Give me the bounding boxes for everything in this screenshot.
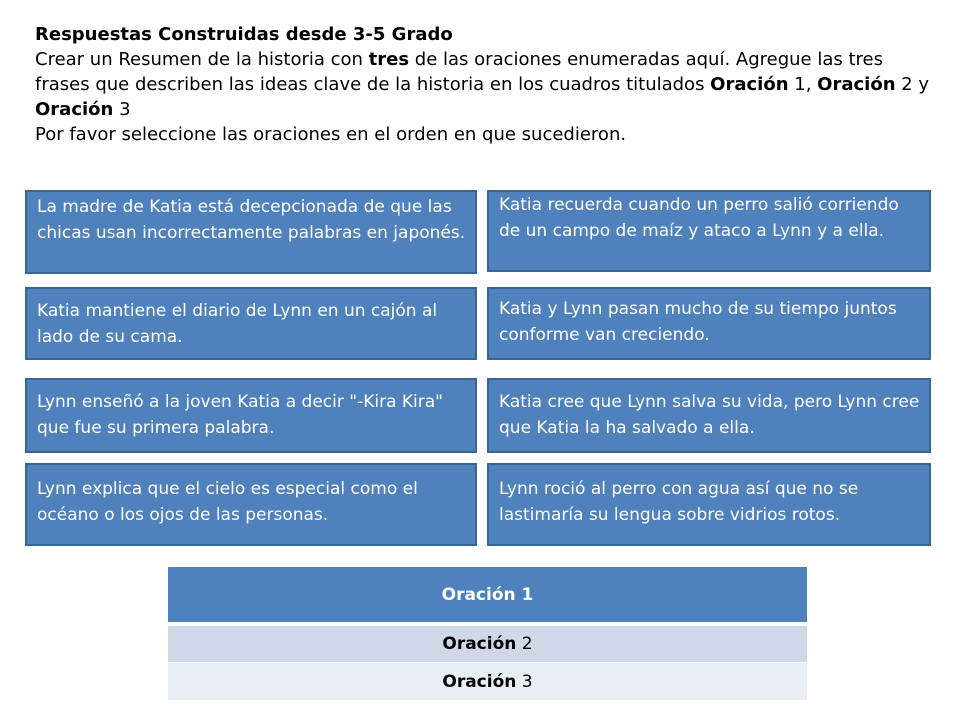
answer-row-1[interactable] [168, 567, 807, 625]
answer-row-2[interactable] [168, 625, 807, 662]
instr-bold: Oración [35, 99, 114, 120]
instr-text: 1, [788, 74, 818, 95]
instr-bold: Oración [817, 74, 896, 95]
sentence-card-7[interactable]: Lynn explica que el cielo es especial como el océano o los ojos de las personas. [25, 463, 477, 546]
answer-row-2-number: 2 [516, 634, 533, 654]
answer-row-3[interactable] [168, 662, 807, 700]
sentence-card-6[interactable]: Katia cree que Lynn salva su vida, pero Lynn cree que Katia la ha salvado a ella. [487, 378, 931, 453]
instr-text: 2 y [895, 74, 930, 95]
instructions-paragraph [35, 47, 935, 122]
sentence-card-5[interactable]: Lynn enseñó a la joven Katia a decir "-Kira Kira" que fue su primera palabra. [25, 378, 477, 453]
instr-bold: Oración [710, 74, 789, 95]
answer-row-1-label: Oración 1 [441, 584, 534, 605]
sentence-card-4[interactable]: Katia y Lynn pasan mucho de su tiempo juntos conforme van creciendo. [487, 287, 931, 360]
answer-row-3-label: Oración [442, 671, 517, 692]
answer-table [168, 567, 807, 700]
instructions [35, 22, 935, 147]
sentence-card-1[interactable]: La madre de Katia está decepcionada de que las chicas usan incorrectamente palabras en japonés. [25, 190, 477, 274]
instructions-order-note: Por favor seleccione las oraciones en el orden en que sucedieron. [35, 124, 627, 145]
sentence-card-2[interactable]: Katia recuerda cuando un perro salió corriendo de un campo de maíz y ataco a Lynn y a ella. [487, 190, 931, 272]
answer-row-3-number: 3 [516, 671, 533, 692]
instr-bold: tres [368, 49, 410, 70]
instr-text: de las oraciones enumeradas aquí. Agregue las tres frases que describen las ideas clave de la historia en los cuadros titulados [35, 49, 883, 95]
instr-text: 3 [113, 99, 131, 120]
page-title: Respuestas Construidas desde 3-5 Grado [35, 24, 453, 45]
sentence-card-3[interactable]: Katia mantiene el diario de Lynn en un cajón al lado de su cama. [25, 287, 477, 360]
sentence-card-8[interactable]: Lynn roció al perro con agua así que no se lastimaría su lengua sobre vidrios rotos. [487, 463, 931, 546]
instr-text: Crear un Resumen de la historia con [35, 49, 369, 70]
answer-row-2-label: Oración [442, 634, 517, 654]
